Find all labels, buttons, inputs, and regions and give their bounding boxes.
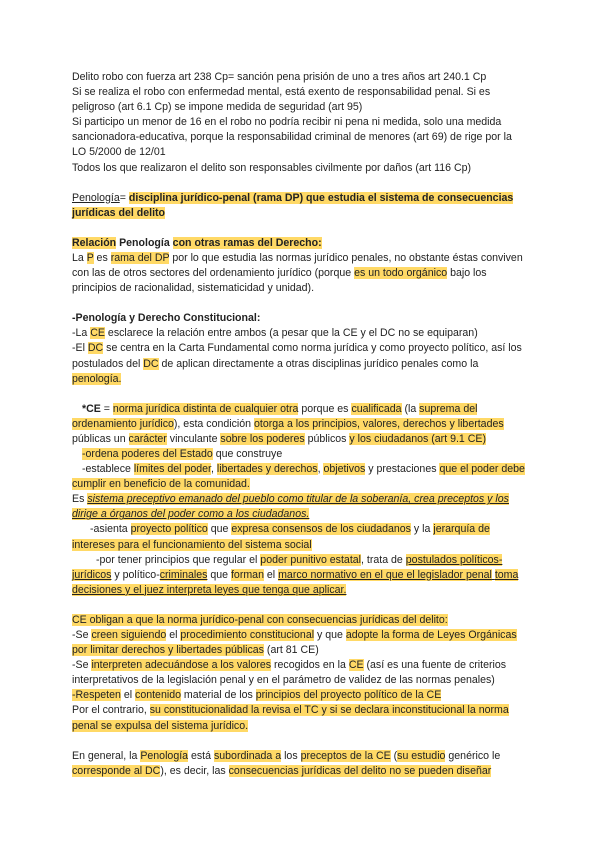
dc-line: -El DC se centra en la Carta Fundamental como norma jurídica y como proyecto político, así los postulados del DC de aplican directamente a otras disciplinas jurídico penales como la penología. <box>72 342 522 385</box>
oblig-conclusion: Por el contrario, su constitucionalidad la revisa el TC y si se declara inconstitucional la norma penal se expulsa del sistema jurídico. <box>72 704 509 732</box>
ce-item: -ordena poderes del Estado que construye <box>82 447 283 460</box>
oblig-item: -Respeten el contenido material de los principios del proyecto político de la CE <box>72 689 442 702</box>
ce-paragraph: *CE = norma jurídica distinta de cualquier otra porque es cualificada (la suprema del ordenamiento jurídico), esta condición otorga a los principios, valores, derechos y libertades públicas un carácter vinculante sobre los poderes públicos y los ciudadanos (art 9.1 CE) <box>72 402 504 445</box>
document-page <box>72 70 528 779</box>
relacion-heading: Relación Penología con otras ramas del Derecho: <box>72 236 322 249</box>
general-paragraph: En general, la Penología está subordinada a los preceptos de la CE (su estudio genérico le corresponde al DC), es decir, las consecuencias jurídicas del delito no se pueden diseñar <box>72 749 501 777</box>
intro-line: Delito robo con fuerza art 238 Cp= sanción pena prisión de uno a tres años art 240.1 Cp <box>72 71 487 83</box>
dc-line: -La CE esclarece la relación entre ambos (a pesar que la CE y el DC no se equiparan) <box>72 327 478 340</box>
oblig-heading: CE obligan a que la norma jurídico-penal con consecuencias jurídicas del delito: <box>72 613 448 626</box>
ce-label: *CE <box>82 402 101 415</box>
ce-item: -por tener principios que regular el poder punitivo estatal, trata de postulados políticos-jurídicos y político-criminales que forman el marco normativo en el que el legislador penal toma decisiones y el juez interpreta leyes que tenga que aplicar. <box>72 553 519 596</box>
penologia-term: Penología <box>72 191 120 204</box>
ce-sistema: Es sistema preceptivo emanado del pueblo como titular de la soberanía, crea preceptos y los dirige a órganos del poder como a los ciudadanos. <box>72 493 509 521</box>
oblig-item: -Se creen siguiendo el procedimiento constitucional y que adopte la forma de Leyes Orgánicas por limitar derechos y libertades públicas (art 81 CE) <box>72 629 517 657</box>
intro-section <box>72 70 528 176</box>
dc-heading: -Penología y Derecho Constitucional: <box>72 312 261 325</box>
penologia-def-text: disciplina jurídico-penal (rama DP) que estudia el sistema de consecuencias jurídicas del delito <box>72 191 514 219</box>
intro-line: Si participo un menor de 16 en el robo no podría recibir ni pena ni medida, solo una medida sancionadora-educativa, porque la responsabilidad criminal de menores (art 69) de rige por la LO 5/2000 de 12/01 <box>72 116 512 159</box>
intro-line: Si se realiza el robo con enfermedad mental, está exento de responsabilidad penal. Si es peligroso (art 6.1 Cp) se impone medida de seguridad (art 95) <box>72 86 491 114</box>
intro-line: Todos los que realizaron el delito son responsables civilmente por daños (art 116 Cp) <box>72 161 472 174</box>
ce-item: -asienta proyecto político que expresa consensos de los ciudadanos y la jerarquía de intereses para el funcionamiento del sistema social <box>72 523 490 551</box>
ce-item: -establece límites del poder, libertades y derechos, objetivos y prestaciones que el poder debe cumplir en beneficio de la comunidad. <box>72 463 525 491</box>
penologia-definition: Penología= disciplina jurídico-penal (rama DP) que estudia el sistema de consecuencias jurídicas del delito <box>72 191 514 219</box>
relacion-paragraph: La P es rama del DP por lo que estudia las normas jurídico penales, no obstante éstas conviven con las de otros sectores del ordenamiento jurídico (porque es un todo orgánico bajo los principios de racionalidad, sistematicidad y unidad). <box>72 251 523 295</box>
oblig-item: -Se interpreten adecuándose a los valores recogidos en la CE (así es una fuente de criterios interpretativos de la legislación penal y en el parámetro de validez de las normas penales) <box>72 659 507 687</box>
